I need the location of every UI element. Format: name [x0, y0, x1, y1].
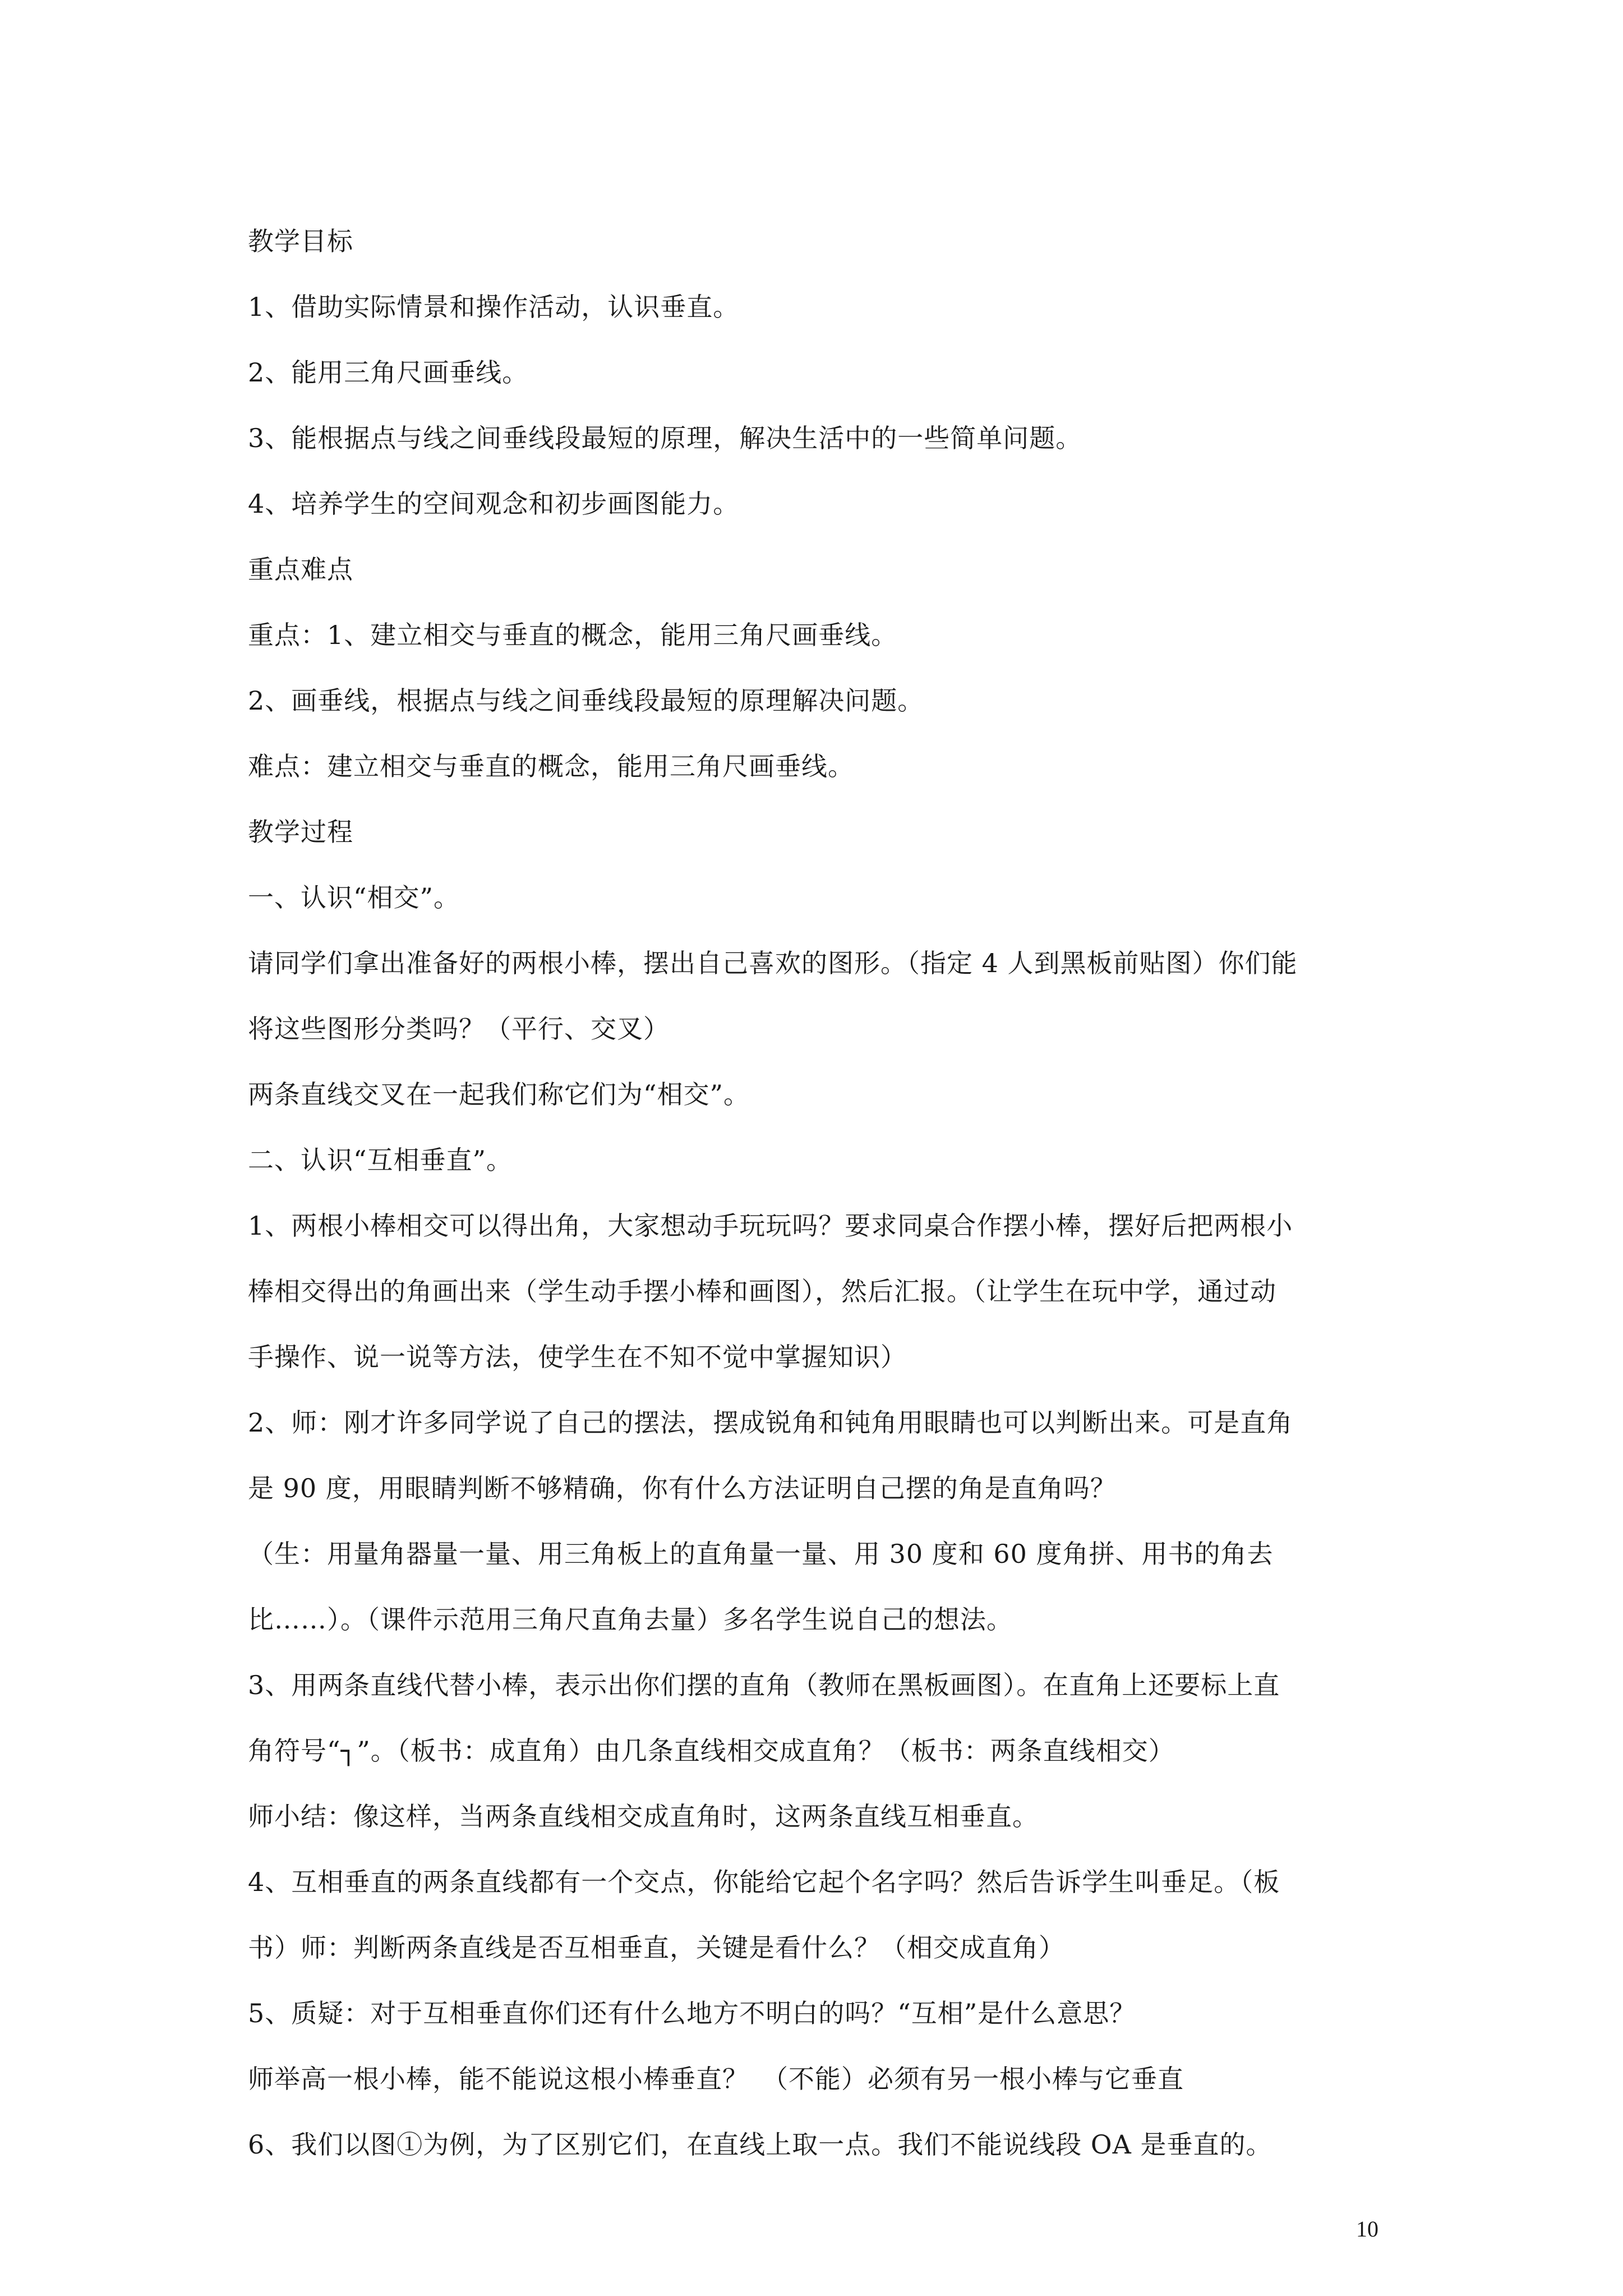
- text-line: 1、借助实际情景和操作活动，认识垂直。: [248, 292, 740, 322]
- text-line: 2、能用三角尺画垂线。: [248, 357, 529, 388]
- text-line: 书）师：判断两条直线是否互相垂直，关键是看什么？（相交成直角）: [248, 1932, 1065, 1963]
- heading-teaching-goals: 教学目标: [248, 226, 353, 256]
- text-line: 角符号“┐”。（板书：成直角）由几条直线相交成直角？（板书：两条直线相交）: [248, 1736, 1175, 1766]
- text-line: 4、培养学生的空间观念和初步画图能力。: [248, 489, 740, 519]
- text-line: 重点：1、建立相交与垂直的概念，能用三角尺画垂线。: [248, 620, 898, 650]
- text-line: 难点：建立相交与垂直的概念，能用三角尺画垂线。: [248, 751, 854, 781]
- text-line: 棒相交得出的角画出来（学生动手摆小棒和画图），然后汇报。（让学生在玩中学，通过动: [248, 1276, 1276, 1306]
- text-line: 6、我们以图①为例，为了区别它们，在直线上取一点。我们不能说线段 OA 是垂直的。: [248, 2129, 1272, 2160]
- heading-teaching-process: 教学过程: [248, 817, 353, 847]
- text-line: 将这些图形分类吗？（平行、交叉）: [248, 1014, 670, 1044]
- text-line: 1、两根小棒相交可以得出角，大家想动手玩玩吗？要求同桌合作摆小棒，摆好后把两根小: [248, 1211, 1293, 1241]
- text-line: 5、质疑：对于互相垂直你们还有什么地方不明白的吗？“互相”是什么意思？: [248, 1998, 1136, 2028]
- text-line: 比……）。（课件示范用三角尺直角去量）多名学生说自己的想法。: [248, 1604, 1013, 1635]
- text-line: 两条直线交叉在一起我们称它们为“相交”。: [248, 1079, 750, 1110]
- text-line: 师小结：像这样，当两条直线相交成直角时，这两条直线互相垂直。: [248, 1801, 1039, 1832]
- section-heading: 一、认识“相交”。: [248, 882, 460, 913]
- text-line: （生：用量角器量一量、用三角板上的直角量一量、用 30 度和 60 度角拼、用书的角去: [248, 1539, 1274, 1569]
- text-line: 师举高一根小棒，能不能说这根小棒垂直？ （不能）必须有另一根小棒与它垂直: [248, 2064, 1184, 2094]
- text-line: 手操作、说一说等方法，使学生在不知不觉中掌握知识）: [248, 1342, 907, 1372]
- document-body: [248, 209, 1392, 2178]
- text-line: 3、用两条直线代替小棒，表示出你们摆的直角（教师在黑板画图）。在直角上还要标上直: [248, 1670, 1280, 1700]
- section-heading: 二、认识“互相垂直”。: [248, 1145, 513, 1175]
- heading-key-points: 重点难点: [248, 554, 353, 585]
- text-line: 2、画垂线，根据点与线之间垂线段最短的原理解决问题。: [248, 685, 924, 716]
- text-line: 是 90 度，用眼睛判断不够精确，你有什么方法证明自己摆的角是直角吗？: [248, 1473, 1117, 1503]
- text-line: 2、师：刚才许多同学说了自己的摆法，摆成锐角和钝角用眼睛也可以判断出来。可是直角: [248, 1407, 1293, 1438]
- text-line: 3、能根据点与线之间垂线段最短的原理，解决生活中的一些简单问题。: [248, 423, 1082, 453]
- text-line: 请同学们拿出准备好的两根小棒，摆出自己喜欢的图形。（指定 4 人到黑板前贴图）你们能: [248, 948, 1298, 978]
- page-number: 10: [1356, 2216, 1378, 2242]
- text-line: 4、互相垂直的两条直线都有一个交点，你能给它起个名字吗？然后告诉学生叫垂足。（板: [248, 1867, 1280, 1897]
